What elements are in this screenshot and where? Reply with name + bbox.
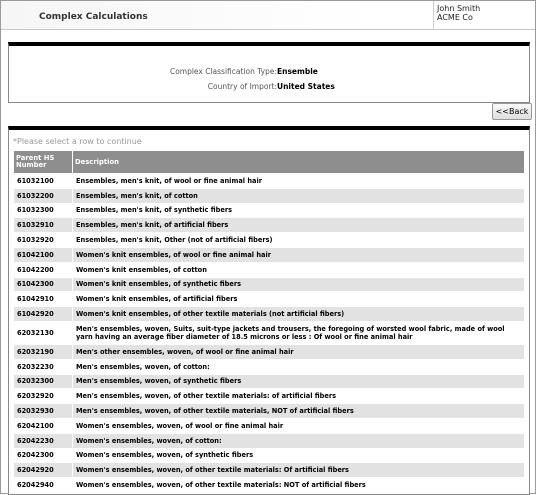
hs-number-cell: 61032100 [14,174,73,189]
hs-number-cell: 61032920 [14,233,73,248]
table-row[interactable] [14,292,525,307]
description-cell: Men's ensembles, woven, Suits, suit-type jackets and trousers, the foregoing of worsted wool fabric, made of wool yarn having an average fiber diameter of 18.5 microns or less : Of wool or fine animal hair [73,321,525,344]
description-cell: Men's ensembles, woven, of cotton: [73,359,525,374]
user-info [437,4,480,22]
table-row[interactable] [14,174,525,189]
description-cell: Women's ensembles, woven, of other textile materials: NOT of artificial fibers [73,478,525,493]
hs-number-cell: 61042100 [14,247,73,262]
hs-number-cell: 62032920 [14,389,73,404]
classification-summary [8,42,530,103]
table-row[interactable] [14,247,525,262]
table-row[interactable] [14,448,525,463]
description-cell: Men's ensembles, woven, of other textile materials: of artificial fibers [73,389,525,404]
hs-number-cell: 62032930 [14,404,73,419]
col-header-description[interactable]: Description [73,151,525,174]
description-cell: Ensembles, men's knit, of synthetic fibers [73,203,525,218]
country-value: United States [277,82,335,91]
hs-number-cell: 62042300 [14,448,73,463]
page-title: Complex Calculations [39,12,148,22]
table-body [14,174,525,493]
table-row[interactable] [14,188,525,203]
table-row[interactable] [14,321,525,344]
hs-number-cell: 62042920 [14,463,73,478]
description-cell: Women's ensembles, woven, of cotton: [73,433,525,448]
hs-number-cell: 62032300 [14,374,73,389]
hs-number-cell: 61032910 [14,218,73,233]
table-row[interactable] [14,478,525,493]
table-row[interactable] [14,433,525,448]
table-row[interactable] [14,418,525,433]
description-cell: Women's ensembles, woven, of wool or fine animal hair [73,418,525,433]
description-cell: Ensembles, men's knit, of artificial fibers [73,218,525,233]
description-cell: Men's ensembles, woven, of other textile materials, NOT of artificial fibers [73,404,525,419]
hs-number-cell: 62032190 [14,344,73,359]
table-row[interactable] [14,344,525,359]
back-button[interactable]: <<Back [492,103,532,120]
description-cell: Women's knit ensembles, of artificial fibers [73,292,525,307]
country-label: Country of Import: [207,82,277,91]
hs-number-cell: 61042200 [14,262,73,277]
page-header [1,1,535,30]
hs-number-cell: 62032130 [14,321,73,344]
table-row[interactable] [14,277,525,292]
hs-number-cell: 61032200 [14,188,73,203]
hs-number-cell: 62042100 [14,418,73,433]
select-row-hint: *Please select a row to continue [13,137,142,146]
description-cell: Ensembles, men's knit, Other (not of artificial fibers) [73,233,525,248]
company-name: ACME Co [437,13,473,22]
hs-selection-panel [8,126,530,495]
description-cell: Women's knit ensembles, of cotton [73,262,525,277]
header-divider [433,1,434,29]
description-cell: Women's knit ensembles, of synthetic fibers [73,277,525,292]
hs-table [13,150,525,493]
hs-number-cell: 62042230 [14,433,73,448]
description-cell: Women's ensembles, woven, of synthetic fibers [73,448,525,463]
table-row[interactable] [14,389,525,404]
hs-number-cell: 61042920 [14,307,73,322]
hs-number-cell: 61042300 [14,277,73,292]
description-cell: Men's other ensembles, woven, of wool or fine animal hair [73,344,525,359]
col-header-hs-number[interactable]: Parent HS Number [14,151,73,174]
hs-number-cell: 62032230 [14,359,73,374]
table-row[interactable] [14,218,525,233]
table-row[interactable] [14,307,525,322]
description-cell: Women's knit ensembles, of wool or fine animal hair [73,247,525,262]
table-row[interactable] [14,374,525,389]
description-cell: Women's knit ensembles, of other textile materials (not artificial fibers) [73,307,525,322]
hs-number-cell: 61032300 [14,203,73,218]
classification-type-value: Ensemble [277,67,318,76]
description-cell: Ensembles, men's knit, of cotton [73,188,525,203]
table-row[interactable] [14,463,525,478]
hs-number-cell: 62042940 [14,478,73,493]
classification-type-label: Complex Classification Type: [169,67,277,76]
table-row[interactable] [14,359,525,374]
description-cell: Ensembles, men's knit, of wool or fine animal hair [73,174,525,189]
table-header-row [14,151,525,174]
hs-number-cell: 61042910 [14,292,73,307]
table-row[interactable] [14,262,525,277]
user-name: John Smith [437,4,481,13]
table-row[interactable] [14,404,525,419]
description-cell: Men's ensembles, woven, of synthetic fibers [73,374,525,389]
description-cell: Women's ensembles, woven, of other textile materials: Of artificial fibers [73,463,525,478]
table-row[interactable] [14,233,525,248]
table-row[interactable] [14,203,525,218]
